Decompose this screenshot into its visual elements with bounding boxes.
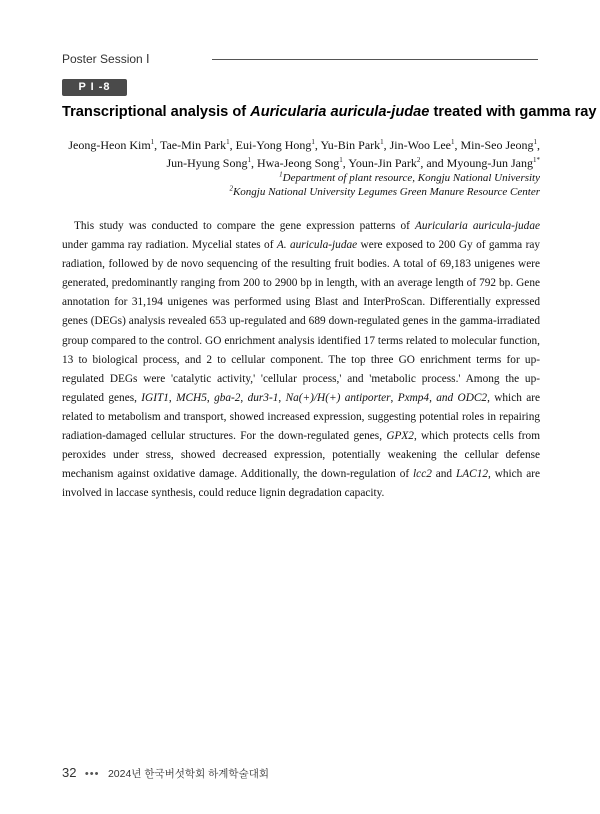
author: Tae-Min Park$^1$, xyxy=(159,138,236,152)
author: Jeong-Heon Kim$^1$, xyxy=(68,138,160,152)
session-label: Poster Session Ⅰ xyxy=(62,52,150,66)
author: Min-Seo Jeong$^1$, xyxy=(460,138,540,152)
author: Yu-Bin Park$^1$, xyxy=(320,138,390,152)
page-footer xyxy=(62,764,362,782)
author: Youn-Jin Park$^2$, and xyxy=(348,156,447,170)
author: Jun-Hyung Song$^1$, xyxy=(166,156,257,170)
footer-dots: ••• xyxy=(84,768,100,780)
abstract-body xyxy=(62,217,540,503)
abstract-paragraph: This study was conducted to compare the gene expression patterns of Auricularia auricula-judae under gamma ray radiation. Mycelial states of A. auricula-judae were exposed to 200 Gy of gamma ray radiation, followed by de novo sequencing of the resulting fruit bodies. A total of 69,183 unigenes were generated, predominantly ranging from 200 to 2900 bp in length, with an average length of 792 bp. Gene annotation for 31,194 unigenes was performed using Blast and InterProScan. Differentially expressed genes (DEGs) analysis revealed 653 up-regulated and 689 down-regulated genes in the gamma-irradiated group compared to the control. GO enrichment analysis identified 17 terms related to molecular function, 13 to biological process, and 2 to cellular component. The top three GO enrichment terms for up-regulated DEGs were 'catalytic activity,' 'cellular process,' and 'metabolic process.' Among the up-regulated genes, IGIT1, MCH5, gba-2, dur3-1, Na(+)/H(+) antiporter, Pxmp4, and ODC2, which are related to metabolism and transport, showed increased expression, suggesting potential roles in repairing radiation-damaged cellular structures. For the down-regulated genes, GPX2, which protects cells from peroxides under stress, showed decreased expression, potentially weakening the cellular defense mechanism against oxidative damage. Additionally, the down-regulation of lcc2 and LAC12, which are involved in laccase synthesis, could reduce lignin degradation capacity. xyxy=(62,220,541,500)
title-post: treated with gamma ray xyxy=(429,104,597,120)
conference-name: 2024년 한국버섯학회 하계학술대회 xyxy=(107,768,269,780)
poster-code: P I -8 xyxy=(78,81,111,93)
author: Jin-Woo Lee$^1$, xyxy=(389,138,461,152)
title-species: Auricularia auricula-judae xyxy=(250,104,430,120)
author: Myoung-Jun Jang$^{1*}$ xyxy=(446,156,540,170)
author: Eui-Yong Hong$^1$, xyxy=(235,138,321,152)
header-divider xyxy=(212,59,538,60)
affiliation-1: $^1$Department of plant resource, Kongju National University xyxy=(279,170,540,184)
affiliation-2: $^2$Kongju National University Legumes Green Manure Resource Center xyxy=(229,184,540,198)
poster-code-badge xyxy=(62,79,127,96)
paper-title xyxy=(62,102,597,122)
session-header xyxy=(62,52,538,68)
page-number: 32 xyxy=(62,765,77,780)
title-pre: Transcriptional analysis of xyxy=(62,104,251,120)
author: Hwa-Jeong Song$^1$, xyxy=(256,156,349,170)
author-list xyxy=(60,136,540,172)
